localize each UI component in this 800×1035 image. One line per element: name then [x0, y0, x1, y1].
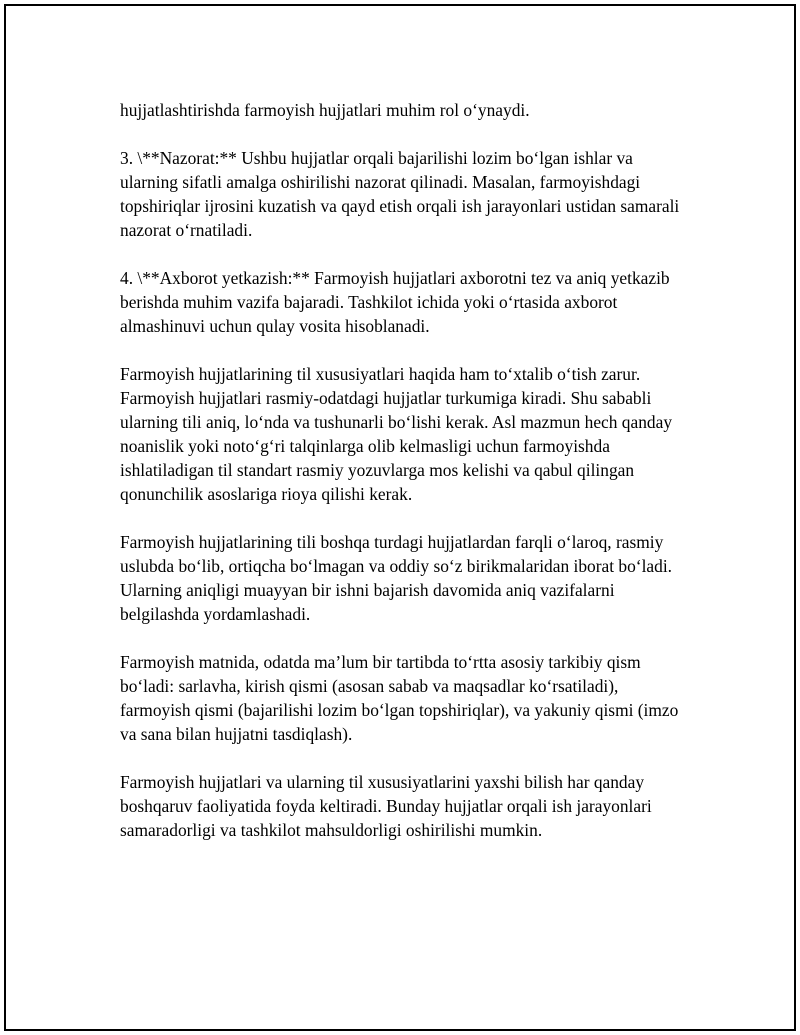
paragraph-til-uslubi: Farmoyish hujjatlarining tili boshqa turdagi hujjatlardan farqli oʻlaroq, rasmiy uslubda boʻlib, ortiqcha boʻlmagan va oddiy soʻz birikmalaridan iborat boʻladi. Ularning aniqligi muayyan bir ishni bajarish davomida aniq vazifalarni belgilashda yordamlashadi. [120, 532, 673, 624]
paragraph-til-xususiyatlari: Farmoyish hujjatlarining til xususiyatlari haqida ham toʻxtalib oʻtish zarur. Farmoyish hujjatlari rasmiy-odatdagi hujjatlar turkumiga kiradi. Shu sababli ularning tili aniq, loʻnda va tushunarli boʻlishi kerak. Asl mazmun hech qanday noanislik yoki notoʻgʻri talqinlarga olib kelmasligi uchun farmoyishda ishlatiladigan til standart rasmiy yozuvlarga mos kelishi va qabul qilingan qonunchilik asoslariga rioya qilishi kerak. [120, 364, 673, 504]
document-body [120, 98, 692, 866]
paragraph-intro-tail: hujjatlashtirishda farmoyish hujjatlari muhim rol oʻynaydi. [120, 100, 530, 120]
paragraph-matn-tuzilishi: Farmoyish matnida, odatda maʼlum bir tartibda toʻrtta asosiy tarkibiy qism boʻladi: sarlavha, kirish qismi (asosan sabab va maqsadlar koʻrsatiladi), farmoyish qismi (bajarilishi lozim boʻlgan topshiriqlar), va yakuniy qismi (imzo va sana bilan hujjatni tasdiqlash). [120, 652, 679, 744]
document-page [4, 4, 796, 1031]
paragraph-nazorat: 3. \**Nazorat:** Ushbu hujjatlar orqali bajarilishi lozim boʻlgan ishlar va ularning sifatli amalga oshirilishi nazorat qilinadi. Masalan, farmoyishdagi topshiriqlar ijrosini kuzatish va qayd etish orqali ish jarayonlari ustidan samarali nazorat oʻrnatiladi. [120, 148, 680, 240]
paragraph-xulosa: Farmoyish hujjatlari va ularning til xususiyatlarini yaxshi bilish har qanday boshqaruv faoliyatida foyda keltiradi. Bunday hujjatlar orqali ish jarayonlari samaradorligi va tashkilot mahsuldorligi oshirilishi mumkin. [120, 772, 652, 840]
paragraph-axborot: 4. \**Axborot yetkazish:** Farmoyish hujjatlari axborotni tez va aniq yetkazib berishda muhim vazifa bajaradi. Tashkilot ichida yoki oʻrtasida axborot almashinuvi uchun qulay vosita hisoblanadi. [120, 268, 670, 336]
